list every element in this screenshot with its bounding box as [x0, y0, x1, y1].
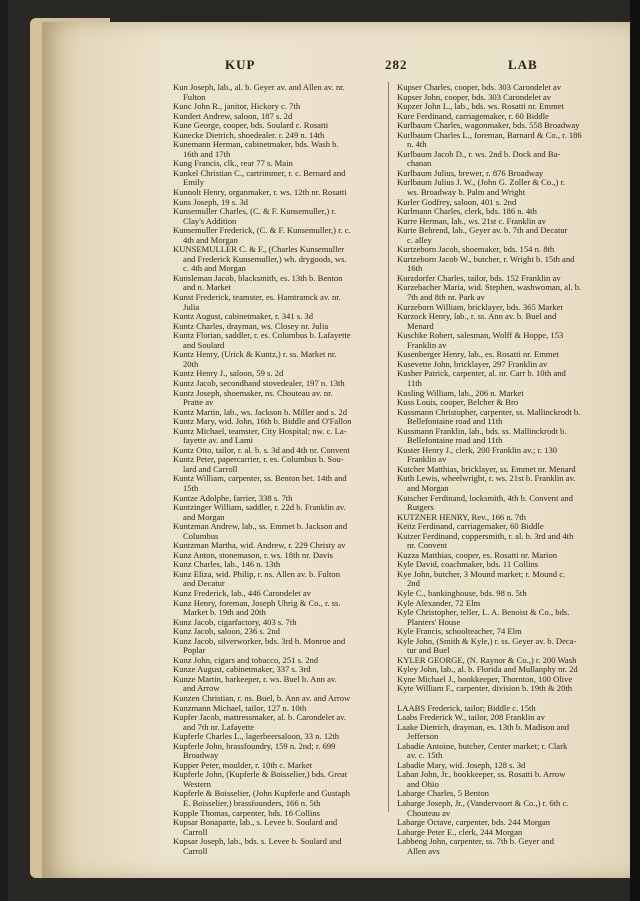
directory-entry: Kuntz Henry J., saloon, 59 s. 2d	[173, 368, 284, 379]
directory-entry: Kurte Behrend, lab., Geyer av. b. 7th and Decatur	[397, 225, 568, 236]
directory-entry: Laban John, Jr., bookkeeper, ss. Rosatti b. Arrow	[397, 769, 566, 780]
directory-entry: Kurlbaum Julius J. W., (John G. Zoller & Co.,) r.	[397, 177, 566, 188]
directory-entry-continuation: Clay's Addition	[183, 215, 237, 226]
directory-entry: Kupple Thomas, carpenter, bds. 16 Collins	[173, 807, 320, 818]
directory-entry: Kusling William, lab., 206 n. Market	[397, 387, 524, 398]
directory-entry-continuation: and Morgan	[183, 511, 225, 522]
directory-entry: Kuntz Mary, wid. John, 16th b. Biddle and O'Fallon	[173, 416, 352, 427]
directory-entry-continuation: Pratte av	[183, 397, 214, 408]
right-column	[397, 83, 612, 856]
directory-entry: Kupsar Joseph, lab., bds. s. Levee b. Soulard and	[173, 836, 342, 847]
directory-entry-continuation: Western	[183, 778, 211, 789]
directory-entry: Kune George, cooper, bds. Soulard c. Rosatti	[173, 120, 329, 131]
directory-entry: Kuntz Martin, lab., ws. Jackson b. Miller and s. 2d	[173, 406, 347, 417]
header-left-key: KUP	[225, 57, 256, 72]
directory-entry-continuation: Broadway	[183, 750, 219, 761]
directory-entry: Kunz Jacob, cigarfactory, 403 s. 7th	[173, 616, 297, 627]
directory-entry-continuation: nr. Convent	[407, 540, 448, 551]
directory-entry: Kunst Frederick, teamster, es. Hamtramck av. nr.	[173, 292, 341, 303]
directory-entry-continuation: Menard	[407, 320, 434, 331]
directory-entry: Labadie Antoine, butcher, Center market; r. Clark	[397, 740, 568, 751]
directory-entry: Kurlbaum Charles, wagonmaker, bds. 558 Broadway	[397, 120, 580, 131]
directory-entry-continuation: 11th	[407, 377, 422, 388]
directory-entry: KYLER GEORGE, (N. Raynor & Co.,) r. 200 Wash	[397, 654, 577, 665]
directory-entry: Kupfer Jacob, mattressmaker, al. b. Carondelet av.	[173, 712, 347, 723]
directory-entry: Labarge Charles, 5 Benton	[397, 788, 489, 799]
directory-entry-continuation: Jefferson	[407, 731, 439, 742]
directory-entry: KUNSEMULLER C. & F., (Charles Kunsemuller	[173, 244, 345, 255]
directory-entry-continuation: Planters' House	[407, 616, 461, 627]
directory-entry: Laake Dietrich, drayman, es. 13th b. Madison and	[397, 721, 570, 732]
directory-entry: Kyle Christopher, teller, L. A. Benoist & Co., bds.	[397, 607, 570, 618]
directory-entry-continuation: 4th and Morgan	[183, 234, 238, 245]
directory-entry: Kurlmann Charles, clerk, bds. 186 n. 4th	[397, 206, 537, 217]
directory-entry: Kurtzeborn Jacob, shoemaker, bds. 154 n. 8th	[397, 244, 555, 255]
directory-entry-continuation: Emily	[183, 177, 205, 188]
directory-entry: Kurzdorfer Charles, tailor, bds. 152 Franklin av	[397, 272, 561, 283]
directory-entry: Kuns Joseph, 19 s. 3d	[173, 196, 248, 207]
directory-entry: Kunsemuller Charles, (C. & F. Kunsemuller,) r.	[173, 206, 336, 217]
directory-entry: Kyle David, coachmaker, bds. 11 Collins	[397, 559, 539, 570]
directory-entry: Kupper Peter, moulder, r. 10th c. Market	[173, 759, 313, 770]
directory-entry: Kurzock Henry, lab., r. ss. Ann av. b. Buel and	[397, 311, 557, 322]
directory-entry: Kunz Charles, lab., 146 n. 13th	[173, 559, 281, 570]
directory-entry: Kupser John, cooper, bds. 303 Carondelet av	[397, 91, 552, 102]
directory-entry-continuation: Chouteau av	[407, 807, 451, 818]
directory-entry: Kurlbaum Charles L., foreman, Barnard & Co., r. 186	[397, 129, 582, 140]
directory-entry-continuation: and Morgan	[407, 482, 449, 493]
directory-entry: Kurlbaum Jacob D., r. ws. 2nd b. Dock and Ba-	[397, 148, 561, 159]
directory-entry: Kuntzman Andrew, lab., ss. Emmet b. Jackson and	[173, 521, 348, 532]
directory-entry: Kuschke Robert, salesman, Wolff & Hoppe, 153	[397, 330, 564, 341]
directory-entry: Kuntz Henry, (Urick & Kuntz,) r. ss. Market nr.	[173, 349, 337, 360]
directory-entry-continuation: Julia	[183, 301, 200, 312]
directory-entry-continuation: 7th and 8th nr. Park av	[407, 292, 485, 303]
directory-entry-continuation: Allen avs	[407, 845, 440, 856]
directory-entry: Kung Francis, clk., rear 77 s. Main	[173, 158, 293, 169]
directory-entry-continuation: 16th	[407, 263, 423, 274]
directory-entry-continuation: 2nd	[407, 578, 420, 589]
directory-entry: Kuth Lewis, wheelwright, r. ws. 21st b. Franklin av.	[397, 473, 576, 484]
directory-entry: Kunsleman Jacob, blacksmith, es. 13th b. Benton	[173, 272, 343, 283]
directory-entry-continuation: Fulton	[183, 91, 206, 102]
directory-entry: Kun Joseph, lab., al. b. Geyer av. and Allen av. nr.	[173, 82, 345, 92]
directory-entry: Kutzer Ferdinand, coppersmith, r. al. b. 3rd and 4th	[397, 530, 574, 541]
directory-entry-continuation: Carroll	[183, 826, 208, 837]
directory-entry-continuation: Bellefontaine road and 11th	[407, 435, 503, 446]
directory-entry: Kupferle & Boisselier, (John Kupferle and Gustaph	[173, 788, 350, 799]
directory-entry: Kunsemuller Frederick, (C. & F. Kunsemuller,) r. c.	[173, 225, 351, 236]
directory-entry: Kusevette John, bricklayer, 297 Franklin av	[397, 358, 548, 369]
directory-entry-continuation: and Decatur	[183, 578, 225, 589]
directory-entry: Kutcher Matthias, bricklayer, ss. Emmet nr. Menard	[397, 463, 576, 474]
directory-entry: Keitz Ferdinand, carriagemaker, 60 Biddle	[397, 521, 544, 532]
directory-entry-continuation: and n. Market	[183, 282, 231, 293]
directory-entry: Kuzza Matthias, cooper, es. Rosatti nr. Marion	[397, 549, 558, 560]
directory-entry: Kussmann Franklin, lab., bds. ss. Mallinckrodt b.	[397, 425, 567, 436]
directory-entry-continuation: av. c. 15th	[407, 750, 443, 761]
directory-entry: Kuntz August, cabinetmaker, r. 341 s. 3d	[173, 311, 313, 322]
directory-entry: Kuntz Otto, tailor, r. al. b. s. 3d and 4th nr. Convent	[173, 444, 350, 455]
directory-entry: Kuss Louis, cooper, Belcher & Bro	[397, 397, 519, 408]
directory-entry: Kuntze Adolphe, farrier, 338 s. 7th	[173, 492, 293, 503]
directory-entry-continuation: Carroll	[183, 845, 208, 856]
directory-entry: Kunzen Christian, r. ns. Buel, b. Ann av. and Arrow	[173, 693, 351, 703]
directory-entry-continuation: and Frederick Kunsemuller,) wh. drygoods, ws.	[183, 253, 347, 264]
directory-entry-continuation: 16th and 17th	[183, 148, 231, 159]
directory-entry-continuation: E. Boisselier,) brassfounders, 166 n. 5th	[183, 798, 321, 809]
directory-entry: Kupzer John L., lab., bds. ws. Rosatti nr. Emmet	[397, 101, 564, 112]
left-column	[173, 83, 385, 856]
directory-entry: Kunze Martin, barkeeper, r. ws. Buel b. Ann av.	[173, 673, 337, 684]
directory-entry-continuation: ws. Broadway b. Palm and Wright	[407, 187, 526, 198]
directory-entry: Kunz Jacob, saloon, 236 s. 2nd	[173, 626, 280, 637]
directory-entry: Kunnolt Henry, organmaker, r. ws. 12th nr. Rosatti	[173, 187, 347, 198]
directory-entry-continuation: Franklin av	[407, 339, 447, 350]
directory-entry: Kyne Michael J., bookkeeper, Thornton, 100 Olive	[397, 673, 573, 684]
directory-entry: Kuntzinger William, saddler, r. 22d b. Franklin av.	[173, 502, 346, 513]
directory-entry: Kunz Eliza, wid. Philip, r. ns. Allen av. b. Fulton	[173, 568, 341, 579]
directory-entry: Kuntz Charles, drayman, ws. Closey nr. Julia	[173, 320, 329, 331]
directory-entry: Kutscher Ferdinand, locksmith, 4th b. Convent and	[397, 492, 573, 503]
directory-entry: Kunkel Christian C., cartrimmer, r. c. Bernard and	[173, 167, 346, 178]
directory-entry-continuation: fayette av. and Lami	[183, 435, 254, 446]
directory-entry-continuation: and 7th nr. Lafayette	[183, 721, 255, 732]
header-right-key: LAB	[508, 57, 538, 72]
directory-entry: Kuntz Joseph, shoemaker, ns. Chouteau av. nr.	[173, 387, 333, 398]
directory-entry: Kuntz Michael, teamster, City Hospital; nw. c. La-	[173, 425, 347, 436]
directory-entry: Kundert Andrew, saloon, 187 s. 2d	[173, 110, 293, 121]
directory-entry-continuation: c. alley	[407, 234, 432, 245]
directory-entry: Kusenberger Henry, lab., es. Rosatti nr. Emmet	[397, 349, 559, 360]
directory-entry: Kurzeborn William, bricklayer, bds. 365 Market	[397, 301, 563, 312]
directory-entry-continuation: chanan	[407, 158, 432, 169]
directory-entry: Kurlbaum Julius, brewer, r. 876 Broadway	[397, 167, 544, 178]
directory-entry: Labarge Octave, carpenter, bds. 244 Morgan	[397, 817, 551, 828]
directory-entry: Kyte William F., carpenter, division b. 19th & 20th	[397, 683, 573, 694]
directory-entry-continuation: Bellefontaine road and 11th	[407, 416, 503, 427]
directory-entry-continuation: and Soulard	[183, 339, 225, 350]
directory-entry: Kye John, butcher, 3 Mound market; r. Mound c.	[397, 568, 566, 579]
directory-entry: Kuntz William, carpenter, ss. Benton bet. 14th and	[173, 473, 347, 484]
directory-entry: Kurler Godfrey, saloon, 401 s. 2nd	[397, 196, 517, 207]
page-number: 282	[385, 57, 408, 72]
directory-entry-continuation: Market b. 19th and 20th	[183, 607, 266, 618]
directory-entry: Kure Ferdinand, carriagemaker, r. 60 Biddle	[397, 110, 549, 121]
directory-entry: Kupferle John, brassfoundry, 159 n. 2nd; r. 699	[173, 740, 336, 751]
directory-entry: Kurzebacher Maria, wid. Stephen, washwoman, al. b.	[397, 282, 582, 293]
directory-entry: Labadie Mary, wid. Joseph, 128 s. 3d	[397, 759, 526, 770]
directory-entry: Kunemann Herman, cabinetmaker, bds. Wash b.	[173, 139, 339, 150]
directory-entry: Labbeng John, carpenter, ss. 7th b. Geyer and	[397, 836, 554, 847]
directory-entry: Kunz John, cigars and tobacco, 251 s. 2nd	[173, 654, 319, 665]
directory-entry-continuation: 15th	[183, 482, 199, 493]
directory-entry: Kuntz Florian, saddler, r. es. Columbus b. Lafayette	[173, 330, 351, 341]
directory-entry: Kunzmann Michael, tailor, 127 n. 10th	[173, 702, 307, 713]
directory-entry: Kuntz Jacob, secondhand stovedealer, 197 n. 13th	[173, 377, 345, 388]
directory-entry: Kupferle Charles L., lagerbeersaloon, 33 n. 12th	[173, 731, 340, 742]
directory-entry-continuation: c. 4th and Morgan	[183, 263, 246, 274]
directory-entry: Kuntz Peter, papercarrier, r. es. Columbus b. Sou-	[173, 454, 344, 465]
directory-entry: LAABS Frederick, tailor; Biddle c. 15th	[397, 702, 536, 713]
directory-entry-continuation: Poplar	[183, 645, 206, 656]
directory-entry-continuation: lard and Carroll	[183, 463, 238, 474]
directory-entry: Kurre Herman, lab., ws. 21st c. Franklin av	[397, 215, 546, 226]
directory-entry: Kusher Patrick, carpenter, al. nr. Carr b. 10th and	[397, 368, 566, 379]
directory-entry-continuation: 20th	[183, 358, 199, 369]
directory-entry-continuation: and Arrow	[183, 683, 220, 694]
directory-entry: Kyley John, lab., al. b. Florida and Mullanphy nr. 2d	[397, 664, 578, 675]
directory-entry: Kunc John R., janitor, Hickory c. 7th	[173, 101, 301, 112]
directory-entry-continuation: Franklin av	[407, 454, 447, 465]
directory-entry: Kuntzman Martha, wid. Andrew, r. 229 Christy av	[173, 540, 346, 551]
directory-entry: Laabs Frederick W., tailor, 208 Franklin av	[397, 712, 545, 723]
directory-entry: Kupferle John, (Kupferle & Boisselier,) bds. Great	[173, 769, 348, 780]
directory-entry: Kussmann Christopher, carpenter, ss. Mallinckrodt b.	[397, 406, 581, 417]
directory-entry: Kupser Charles, cooper, bds. 303 Carondelet av	[397, 82, 562, 92]
directory-entry: Kuster Henry J., clerk, 200 Franklin av.; r. 130	[397, 444, 558, 455]
directory-entry: Kurtzeborn Jacob W., butcher, r. Wright b. 15th and	[397, 253, 575, 264]
directory-entry: Kunecke Dietrich, shoedealer. r. 249 n. 14th	[173, 129, 325, 140]
directory-entry: Kunz Anton, stonemason, r. ws. 18th nr. Davis	[173, 549, 333, 560]
directory-entry: Kunz Jacob, silverworker, bds. 3rd b. Monroe and	[173, 635, 346, 646]
column-divider	[388, 82, 389, 812]
directory-entry-continuation: and Ohio	[407, 778, 439, 789]
directory-entry: Kupsar Bonaparte, lab., s. Levee b. Soulard and	[173, 817, 338, 828]
directory-entry: Kunze August, cabinetmaker, 337 s. 3rd	[173, 664, 311, 675]
directory-entry: Kyle John, (Smith & Kyle,) r. ss. Geyer av. b. Deca-	[397, 635, 577, 646]
directory-entry: Kunz Henry, foreman, Joseph Uhrig & Co., r. ss.	[173, 597, 341, 608]
binding-edge	[630, 0, 640, 901]
directory-entry: Kyle Francis, schoolteacher, 74 Elm	[397, 626, 522, 637]
directory-entry-continuation: tur and Buel	[407, 645, 450, 656]
directory-entry: Labarge Peter E., clerk, 244 Morgan	[397, 826, 523, 837]
directory-entry: Kunz Frederick, lab., 446 Carondelet av	[173, 587, 311, 598]
directory-entry-continuation: n. 4th	[407, 139, 427, 150]
directory-entry: KUTZNER HENRY, Rev., 166 n. 7th	[397, 511, 526, 522]
directory-entry: Kyle Alexander, 72 Elm	[397, 597, 481, 608]
directory-entry-continuation: Rutgers	[407, 502, 434, 513]
directory-entry-continuation: Columbus	[183, 530, 219, 541]
directory-entry: Labarge Joseph, Jr., (Vandervoort & Co.,) r. 6th c.	[397, 798, 569, 809]
directory-entry: Kyle C., bankinghouse, bds. 98 n. 5th	[397, 587, 527, 598]
